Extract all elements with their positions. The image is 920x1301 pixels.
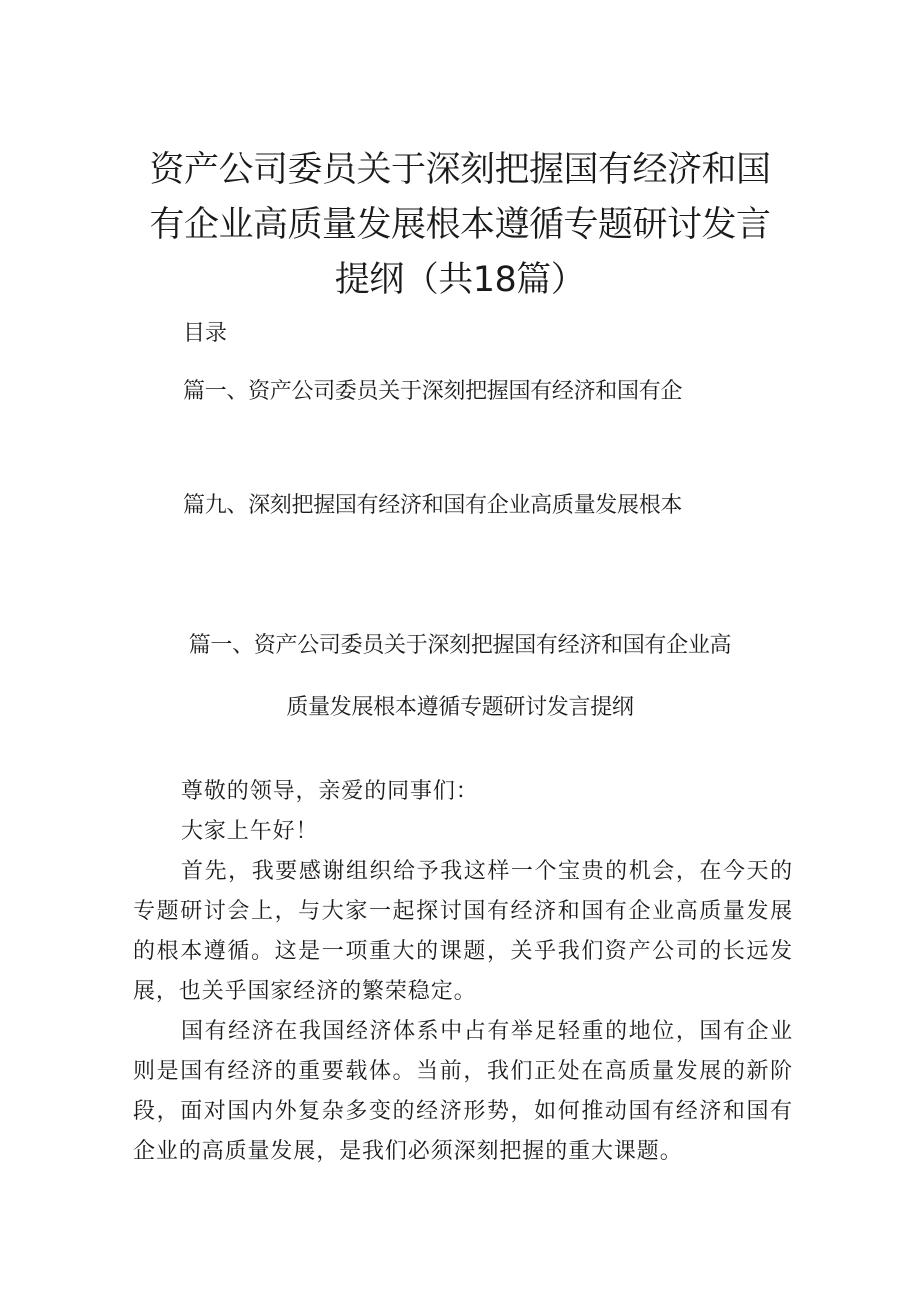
toc-item-1[interactable]: 篇一、资产公司委员关于深刻把握国有经济和国有企 — [183, 379, 683, 404]
document-title-line: 提纲（共18篇） — [334, 260, 586, 300]
document-title-line: 有企业高质量发展根本遵循专题研讨发言 — [149, 205, 771, 245]
salutation-paragraph: 尊敬的领导，亲爱的同事们： — [181, 779, 479, 804]
section-title — [140, 615, 780, 739]
body-paragraph: 国有经济在我国经济体系中占有举足轻重的地位，国有企业则是国有经济的重要载体。当前，我们正处在高质量发展的新阶段，面对国内外复杂多变的经济形势，如何推动国有经济和国有企业的高质量发展，是我们必须深刻把握的重大课题。 — [133, 1019, 793, 1164]
section-title-line: 质量发展根本遵循专题研讨发言提纲 — [286, 695, 634, 720]
section-body — [133, 772, 793, 1172]
toc-item-9[interactable]: 篇九、深刻把握国有经济和国有企业高质量发展根本 — [183, 493, 683, 518]
greeting-paragraph: 大家上午好！ — [181, 819, 319, 844]
toc-heading: 目录 — [183, 321, 228, 346]
document-title-line: 资产公司委员关于深刻把握国有经济和国 — [149, 150, 771, 190]
document-title — [140, 143, 780, 308]
body-paragraph: 首先，我要感谢组织给予我这样一个宝贵的机会，在今天的专题研讨会上，与大家一起探讨国有经济和国有企业高质量发展的根本遵循。这是一项重大的课题，关乎我们资产公司的长远发展，也关乎国家经济的繁荣稳定。 — [133, 859, 793, 1004]
section-title-line: 篇一、资产公司委员关于深刻把握国有经济和国有企业高 — [188, 633, 732, 658]
